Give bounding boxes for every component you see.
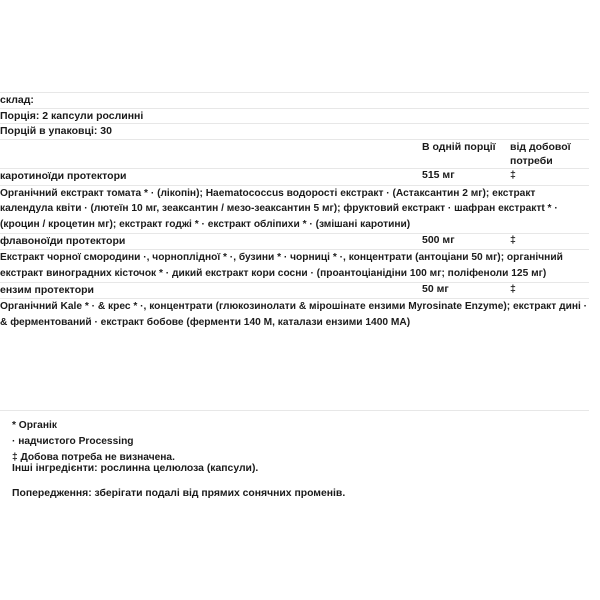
- column-header-name: [0, 140, 422, 169]
- nutrient-daily-value: ‡: [510, 234, 589, 250]
- spacer-cell: [510, 93, 589, 109]
- table-row-composition-label: [0, 93, 589, 109]
- footnote-processing: · надчистого Processing: [12, 435, 134, 447]
- spacer-cell: [422, 93, 510, 109]
- table-header-row: [0, 140, 589, 169]
- nutrient-name: флавоноїди протектори: [0, 234, 422, 250]
- spacer-cell: [510, 124, 589, 140]
- nutrient-description: Екстракт чорної смородини ·, чорноплідної * ·, бузини * · чорниці * ·, концентрати (антоціани 50 мг); органічний екстракт виноградних кісточок * · дикий екстракт кори сосни · (проантоціанідіни 100 мг; поліфеноли 125 мг): [0, 250, 589, 283]
- nutrient-daily-value: ‡: [510, 282, 589, 298]
- nutrient-amount: 500 мг: [422, 234, 510, 250]
- warning-text: Попередження: зберігати подалі від прямих сонячних променів.: [12, 488, 346, 499]
- table-row: [0, 234, 589, 250]
- column-header-amount-per-serving: В одній порції: [422, 140, 510, 169]
- footnote-daily-value: ‡ Добова потреба не визначена.: [12, 451, 175, 463]
- table-row: [0, 169, 589, 185]
- table-row-serving-size: [0, 108, 589, 124]
- nutrient-name: ензим протектори: [0, 282, 422, 298]
- supplement-facts-table: [0, 92, 589, 331]
- spacer-cell: [510, 108, 589, 124]
- column-header-daily-value: від добової потреби: [510, 140, 589, 169]
- table-row: [0, 282, 589, 298]
- other-ingredients-text: Інші інгредієнти: рослинна целюлоза (капсули).: [12, 463, 259, 474]
- table-row-description: [0, 250, 589, 283]
- nutrient-name: каротиноїди протектори: [0, 169, 422, 185]
- nutrient-description: Органічний екстракт томата * · (лікопін); Haematococcus водорості екстракт · (Астаксантин 2 мг); екстракт календула квіти · (лютеїн 10 мг, зеаксантин / мезо-зеаксантин 5 мг); фруктовий екстракт · шафран екстрактt * · (кроцин / кроцетин мг); екстракт годжі * · екстракт обліпихи * · (змішані каротини): [0, 185, 589, 233]
- spacer-cell: [422, 108, 510, 124]
- nutrient-description: Органічний Kale * · & крес * ·, концентрати (глюкозинолати & мірошінате ензими Myrosinate Enzyme); екстракт дині · & ферментований · екстракт бобове (ферменти 140 М, каталази ензими 1400 МА): [0, 299, 589, 331]
- table-row-description: [0, 185, 589, 233]
- serving-size-label: Порція: 2 капсули рослинні: [0, 108, 422, 124]
- nutrient-amount: 50 мг: [422, 282, 510, 298]
- composition-label: склад:: [0, 93, 422, 109]
- servings-per-container-label: Порцій в упаковці: 30: [0, 124, 422, 140]
- spacer-cell: [422, 124, 510, 140]
- nutrient-daily-value: ‡: [510, 169, 589, 185]
- table-row-description: [0, 299, 589, 331]
- nutrient-amount: 515 мг: [422, 169, 510, 185]
- footnote-organic: * Органік: [12, 420, 57, 431]
- table-row-servings-per-container: [0, 124, 589, 140]
